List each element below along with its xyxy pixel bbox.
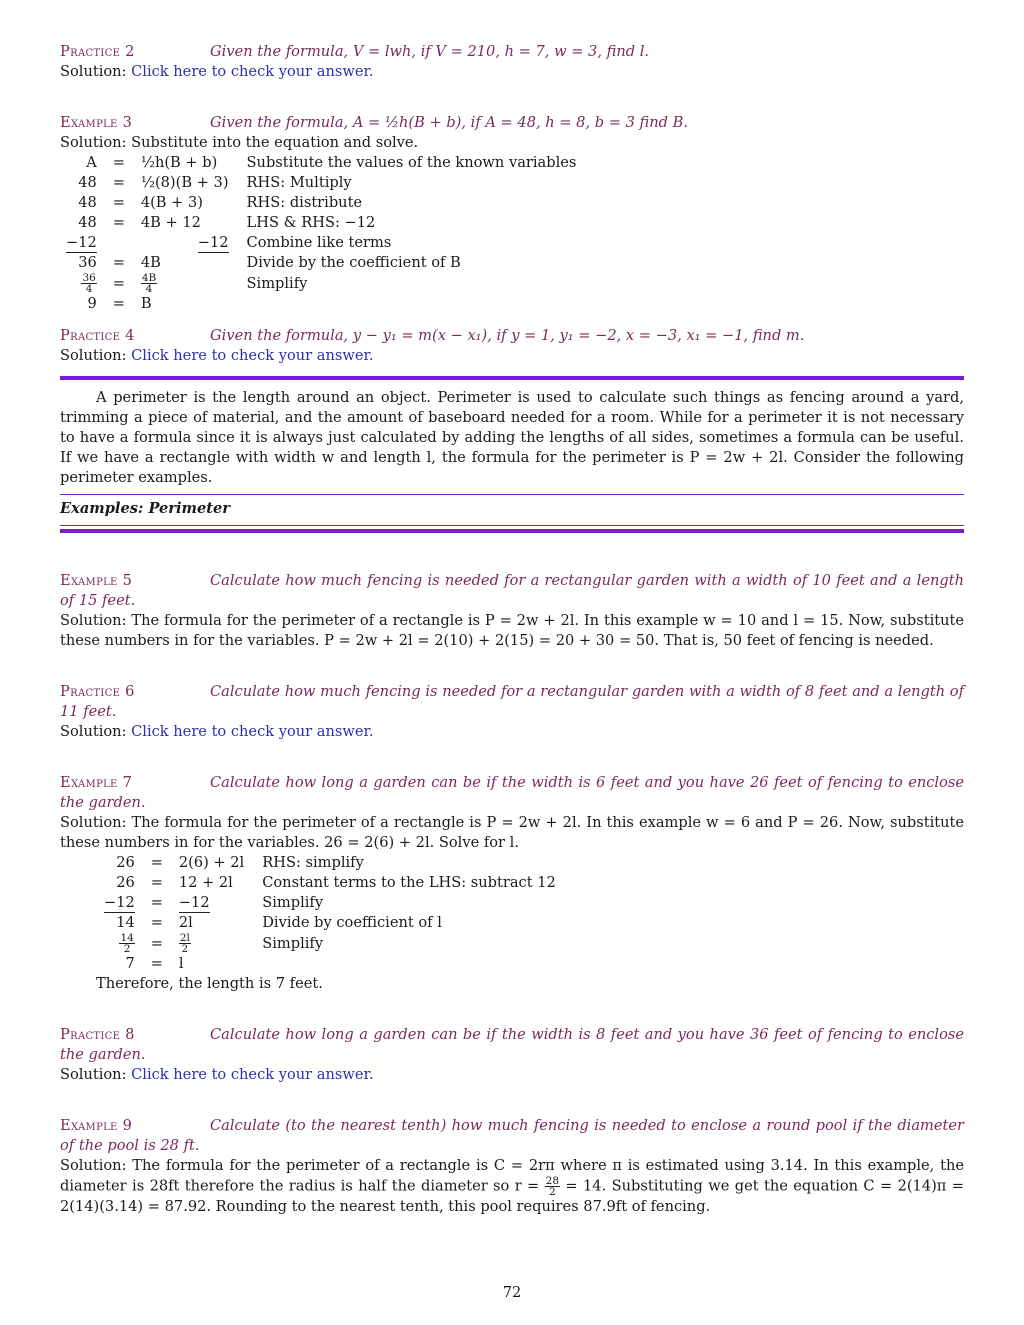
step-rhs: B	[140, 295, 152, 312]
step-row	[60, 233, 582, 253]
check-answer-link[interactable]: Click here to check your answer.	[131, 63, 374, 80]
solution-label: Solution:	[60, 814, 127, 831]
solution-text: The formula for the perimeter of a rectangle is P = 2w + 2l. In this example w = 10 and l = 15. Now, substitute these numbers in for the variables. P = 2w + 2l = 2(10) + 2(15) = 20 + 30 = 50. That is, 50 feet of fencing is needed.	[60, 612, 965, 649]
solution-text: Substitute into the equation and solve.	[131, 134, 419, 151]
solution-label: Solution:	[60, 612, 127, 629]
example-prompt: Given the formula, A = ½h(B + b), if A = 48, h = 8, b = 3 find B.	[210, 114, 688, 131]
step-row	[60, 253, 582, 273]
step-comment: Simplify	[246, 274, 308, 292]
solution-label: Solution:	[60, 347, 127, 364]
example-label: Example 7	[60, 774, 133, 791]
step-comment: Simplify	[262, 934, 324, 952]
solution-label: Solution:	[60, 63, 127, 80]
step-eq: =	[150, 854, 163, 871]
step-eq: =	[112, 154, 125, 171]
example-7	[60, 773, 964, 994]
step-comment: RHS: Multiply	[246, 174, 352, 191]
step-eq	[103, 233, 135, 253]
step-lhs: A	[86, 154, 97, 171]
practice-prompt: Given the formula, V = lwh, if V = 210, h = 7, w = 3, find l.	[210, 43, 650, 60]
step-lhs: 48	[78, 174, 97, 191]
example-label: Example 9	[60, 1117, 133, 1134]
solution-text: The formula for the perimeter of a rectangle is C = 2rπ where π is estimated using 3.14. In this example, the diameter is 28ft therefore the radius is half the diameter so r =	[60, 1157, 964, 1195]
step-lhs: −12	[66, 234, 97, 251]
step-row	[60, 193, 582, 213]
step-lhs: 26	[116, 874, 135, 891]
fraction: $\frac{14}{2}$	[120, 932, 134, 955]
step-lhs: 9	[87, 295, 97, 312]
step-rhs: 12 + 2l	[178, 874, 233, 891]
step-rhs: ½(8)(B + 3)	[140, 174, 229, 191]
step-row	[60, 294, 582, 314]
example-9	[60, 1116, 964, 1217]
step-comment: RHS: distribute	[246, 194, 363, 211]
fraction: $\frac{28}{2}$	[545, 1175, 560, 1198]
step-comment: Substitute the values of the known variables	[246, 154, 577, 171]
step-comment: LHS & RHS: −12	[246, 214, 376, 231]
step-comment: Divide by the coefficient of B	[246, 254, 461, 271]
step-row	[98, 853, 562, 873]
step-rhs: 4B + 12	[140, 214, 201, 231]
practice-label: Practice 8	[60, 1026, 135, 1043]
equation-steps	[60, 153, 582, 314]
example-3	[60, 113, 964, 314]
practice-label: Practice 4	[60, 327, 135, 344]
step-row	[60, 273, 582, 294]
check-answer-link[interactable]: Click here to check your answer.	[131, 347, 374, 364]
step-lhs: 26	[116, 854, 135, 871]
practice-6	[60, 682, 964, 742]
page-content	[60, 42, 964, 1217]
step-eq: =	[150, 955, 163, 972]
perimeter-intro: A perimeter is the length around an object. Perimeter is used to calculate such things as fencing around a yard, trimming a piece of material, and the amount of baseboard needed for a room. While for a perimeter it is not necessary to have a formula since it is always just calculated by adding the lengths of all sides, sometimes a formula can be useful. If we have a rectangle with width w and length l, the formula for the perimeter is P = 2w + 2l. Consider the following perimeter examples.	[60, 389, 964, 486]
step-comment	[250, 954, 562, 974]
step-row	[98, 893, 562, 913]
practice-label: Practice 2	[60, 43, 135, 60]
step-row	[98, 954, 562, 974]
example-prompt: Calculate (to the nearest tenth) how much fencing is needed to enclose a round pool if the diameter of the pool is 28 ft.	[60, 1117, 964, 1154]
step-eq: =	[112, 254, 125, 271]
step-lhs: 48	[78, 214, 97, 231]
step-comment: Simplify	[262, 894, 324, 911]
step-comment	[235, 294, 583, 314]
practice-8	[60, 1025, 964, 1085]
step-eq: =	[112, 295, 125, 312]
step-eq: =	[112, 214, 125, 231]
step-row	[98, 933, 562, 954]
step-eq: =	[150, 874, 163, 891]
solution-label: Solution:	[60, 1066, 127, 1083]
page-number: 72	[502, 1284, 522, 1301]
step-rhs: l	[178, 955, 184, 972]
step-eq: =	[150, 914, 163, 931]
fraction: $\frac{4B}{4}$	[141, 272, 157, 295]
step-lhs: 48	[78, 194, 97, 211]
check-answer-link[interactable]: Click here to check your answer.	[131, 723, 374, 740]
fraction: $\frac{36}{4}$	[82, 272, 96, 295]
example-prompt: Calculate how much fencing is needed for a rectangular garden with a width of 10 feet and a length of 15 feet.	[60, 572, 964, 609]
step-eq: =	[112, 174, 125, 191]
step-row	[98, 873, 562, 893]
example-prompt: Calculate how long a garden can be if the width is 6 feet and you have 26 feet of fencing to enclose the garden.	[60, 774, 964, 811]
practice-prompt: Calculate how much fencing is needed for a rectangular garden with a width of 8 feet and a length of 11 feet.	[60, 683, 964, 720]
step-rhs: ½h(B + b)	[140, 154, 218, 171]
step-row	[60, 173, 582, 193]
solution-label: Solution:	[60, 723, 127, 740]
example-5	[60, 571, 964, 651]
step-lhs: 7	[125, 955, 135, 972]
practice-prompt: Calculate how long a garden can be if the width is 8 feet and you have 36 feet of fencing to enclose the garden.	[60, 1026, 964, 1063]
step-rhs: 2(6) + 2l	[178, 854, 245, 871]
step-eq: =	[150, 894, 163, 911]
step-eq: =	[150, 934, 163, 952]
step-rhs: −12	[178, 894, 210, 911]
check-answer-link[interactable]: Click here to check your answer.	[131, 1066, 374, 1083]
step-comment: Divide by coefficient of l	[262, 914, 442, 931]
step-lhs: 14	[116, 914, 135, 931]
fraction: $\frac{2l}{2}$	[179, 932, 190, 955]
practice-2	[60, 42, 964, 82]
step-rhs: 4(B + 3)	[140, 194, 203, 211]
practice-prompt: Given the formula, y − y₁ = m(x − x₁), if y = 1, y₁ = −2, x = −3, x₁ = −1, find m.	[210, 327, 805, 344]
step-row	[60, 153, 582, 173]
solution-label: Solution:	[60, 1157, 127, 1174]
solution-text: The formula for the perimeter of a rectangle is P = 2w + 2l. In this example w = 6 and P = 26. Now, substitute these numbers in for the variables. 26 = 2(6) + 2l. Solve for l.	[60, 814, 965, 851]
step-comment: Combine like terms	[246, 234, 392, 251]
example-label: Example 5	[60, 572, 133, 589]
step-row	[60, 213, 582, 233]
step-rhs: −12	[197, 234, 229, 251]
step-rhs: 4B	[140, 254, 161, 271]
solution-text: = 14. Substituting we get the equation C = 2(14)π = 2(14)(3.14) = 87.92. Rounding to the nearest tenth, this pool requires 87.9ft of fencing.	[60, 1177, 965, 1215]
practice-label: Practice 6	[60, 683, 135, 700]
step-lhs: 36	[78, 254, 97, 271]
step-comment: Constant terms to the LHS: subtract 12	[262, 874, 556, 891]
equation-steps	[98, 853, 562, 974]
step-row	[98, 913, 562, 933]
step-lhs: −12	[104, 894, 135, 911]
practice-4	[60, 326, 964, 366]
step-eq: =	[112, 274, 125, 292]
conclusion: Therefore, the length is 7 feet.	[96, 975, 323, 992]
section-title: Examples: Perimeter	[60, 500, 230, 517]
solution-label: Solution:	[60, 134, 127, 151]
step-comment: RHS: simplify	[262, 854, 364, 871]
step-rhs: 2l	[178, 914, 193, 931]
step-eq: =	[112, 194, 125, 211]
example-label: Example 3	[60, 114, 133, 131]
